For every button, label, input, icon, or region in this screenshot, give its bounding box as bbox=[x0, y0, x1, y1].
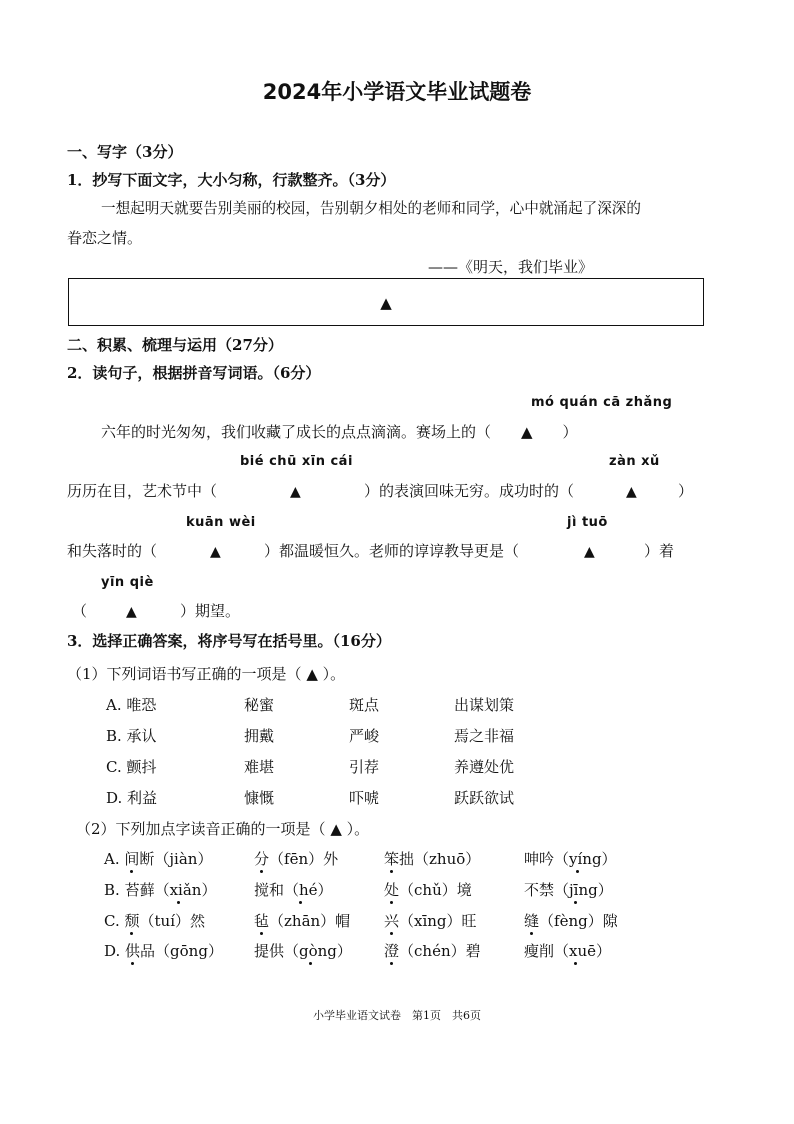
dotted-char: 禁（jīng） bbox=[539, 881, 613, 899]
pinyin-4: kuān wèi bbox=[186, 515, 256, 530]
blank-mark: ▲ bbox=[290, 484, 301, 500]
dotted-char: 笨 bbox=[384, 850, 400, 868]
question-3: 3．选择正确答案，将序号写在括号里。（16分） bbox=[67, 632, 391, 650]
option-b-word-1: B. 承认 bbox=[106, 727, 157, 745]
option-d-item-2 bbox=[254, 944, 352, 959]
option-text: 苔 bbox=[124, 881, 140, 899]
option-a-item-2 bbox=[254, 852, 338, 867]
option-d-word-1: D. 利益 bbox=[106, 789, 158, 807]
option-text: 瘦 bbox=[524, 942, 540, 960]
option-d-word-2: 慷慨 bbox=[244, 789, 275, 807]
option-text: （fèng）隙 bbox=[539, 912, 618, 930]
option-text: 不 bbox=[524, 881, 540, 899]
option-c-word-2: 难堪 bbox=[244, 758, 275, 776]
option-a-word-1: A. 唯恐 bbox=[106, 696, 157, 714]
q2-line-3e: ）着 bbox=[644, 542, 675, 560]
dotted-char: 毡 bbox=[254, 912, 270, 930]
option-c-word-1: C. 颤抖 bbox=[106, 758, 157, 776]
dotted-char: 间 bbox=[124, 850, 140, 868]
dotted-char: 处 bbox=[384, 881, 400, 899]
section1-heading: 一、写字（3分） bbox=[67, 143, 183, 161]
blank-mark: ▲ bbox=[210, 544, 221, 560]
option-text: 拙（zhuō） bbox=[399, 850, 481, 868]
option-text: （fēn）外 bbox=[269, 850, 339, 868]
option-b-word-3: 严峻 bbox=[349, 727, 380, 745]
dotted-char: 缝 bbox=[524, 912, 540, 930]
option-d-row bbox=[104, 944, 223, 959]
answer-box[interactable] bbox=[68, 278, 704, 326]
dotted-char: 吟（yíng） bbox=[539, 850, 617, 868]
blank-mark: ▲ bbox=[584, 544, 595, 560]
option-label: A. bbox=[104, 850, 125, 868]
q2-line-1: 六年的时光匆匆，我们收藏了成长的点点滴滴。赛场上的（ ▲ ） bbox=[101, 423, 578, 441]
dotted-char: 削（xuē） bbox=[539, 942, 612, 960]
pinyin-5: jì tuō bbox=[567, 515, 608, 530]
option-text: 品（gōng） bbox=[140, 942, 223, 960]
q2-line-4c: ）期望。 bbox=[180, 602, 241, 620]
option-c-item-4 bbox=[524, 914, 618, 929]
option-c-item-3 bbox=[384, 914, 477, 929]
option-c-word-3: 引荐 bbox=[349, 758, 380, 776]
question-3-1: （1）下列词语书写正确的一项是（ ▲ ）。 bbox=[67, 665, 346, 683]
option-a-word-4: 出谋划策 bbox=[454, 696, 515, 714]
answer-mark: ▲ bbox=[380, 294, 392, 312]
passage-source: ——《明天，我们毕业》 bbox=[428, 258, 594, 276]
page-footer: 小学毕业语文试卷 第1页 共6页 bbox=[313, 1009, 481, 1022]
pinyin-2: bié chū xīn cái bbox=[240, 454, 353, 469]
option-b-item-3 bbox=[384, 883, 472, 898]
option-label: C. bbox=[104, 912, 125, 930]
dotted-char: 澄 bbox=[384, 942, 400, 960]
option-c-item-2 bbox=[254, 914, 350, 929]
option-d-word-4: 跃跃欲试 bbox=[454, 789, 515, 807]
option-d-item-4 bbox=[524, 944, 611, 959]
option-b-item-2 bbox=[254, 883, 333, 898]
q2-line-2c: ）的表演回味无穷。成功时的（ bbox=[364, 482, 575, 500]
option-a-word-2: 秘蜜 bbox=[244, 696, 275, 714]
pinyin-3: zàn xǔ bbox=[609, 454, 660, 469]
question-3-2: （2）下列加点字读音正确的一项是（ ▲ ）。 bbox=[76, 820, 370, 838]
blank-mark: ▲ bbox=[626, 484, 637, 500]
dotted-char: 藓（xiǎn） bbox=[139, 881, 217, 899]
page-title: 2024年小学语文毕业试题卷 bbox=[262, 80, 532, 104]
pinyin-1: mó quán cā zhǎng bbox=[531, 395, 673, 410]
option-a-item-3 bbox=[384, 852, 480, 867]
question-1: 1．抄写下面文字，大小匀称，行款整齐。（3分） bbox=[67, 171, 396, 189]
option-b-item-4 bbox=[524, 883, 613, 898]
dotted-char: 兴 bbox=[384, 912, 400, 930]
dotted-char: 分 bbox=[254, 850, 270, 868]
option-label: B. bbox=[104, 881, 125, 899]
q2-line-2e: ） bbox=[678, 482, 694, 500]
option-d-item-3 bbox=[384, 944, 481, 959]
pinyin-6: yīn qiè bbox=[101, 575, 154, 590]
option-label: D. bbox=[104, 942, 126, 960]
option-a-item-4 bbox=[524, 852, 617, 867]
option-d-word-3: 吓唬 bbox=[349, 789, 380, 807]
option-text: （chǔ）境 bbox=[399, 881, 472, 899]
dotted-char: 供 bbox=[125, 942, 141, 960]
q2-line-2a: 历历在目，艺术节中（ bbox=[67, 482, 218, 500]
option-text: （chén）碧 bbox=[399, 942, 481, 960]
option-text: 提 bbox=[254, 942, 270, 960]
option-text: （zhān）帽 bbox=[269, 912, 351, 930]
option-b-row bbox=[104, 883, 216, 898]
question-2: 2．读句子，根据拼音写词语。（6分） bbox=[67, 364, 321, 382]
option-a-row bbox=[104, 852, 212, 867]
passage-line-2: 眷恋之情。 bbox=[67, 229, 143, 247]
option-a-word-3: 斑点 bbox=[349, 696, 380, 714]
option-b-word-4: 焉之非福 bbox=[454, 727, 515, 745]
dotted-char: 颓 bbox=[124, 912, 140, 930]
option-c-word-4: 养遵处优 bbox=[454, 758, 515, 776]
option-b-word-2: 拥戴 bbox=[244, 727, 275, 745]
option-text: （xīng）旺 bbox=[399, 912, 477, 930]
blank-mark: ▲ bbox=[126, 604, 137, 620]
dotted-char: 供（gòng） bbox=[269, 942, 352, 960]
option-c-row bbox=[104, 914, 205, 929]
passage-line-1: 一想起明天就要告别美丽的校园，告别朝夕相处的老师和同学，心中就涌起了深深的 bbox=[101, 200, 641, 217]
q2-line-3a: 和失落时的（ bbox=[67, 542, 158, 560]
section2-heading: 二、积累、梳理与运用（27分） bbox=[67, 336, 283, 354]
option-text: 断（jiàn） bbox=[139, 850, 213, 868]
q2-line-4a: （ bbox=[72, 602, 88, 620]
option-text: 搅 bbox=[254, 881, 270, 899]
q2-line-3c: ）都温暖恒久。老师的谆谆教导更是（ bbox=[264, 542, 520, 560]
option-text: （tuí）然 bbox=[139, 912, 205, 930]
dotted-char: 和（hé） bbox=[269, 881, 333, 899]
option-text: 呻 bbox=[524, 850, 540, 868]
